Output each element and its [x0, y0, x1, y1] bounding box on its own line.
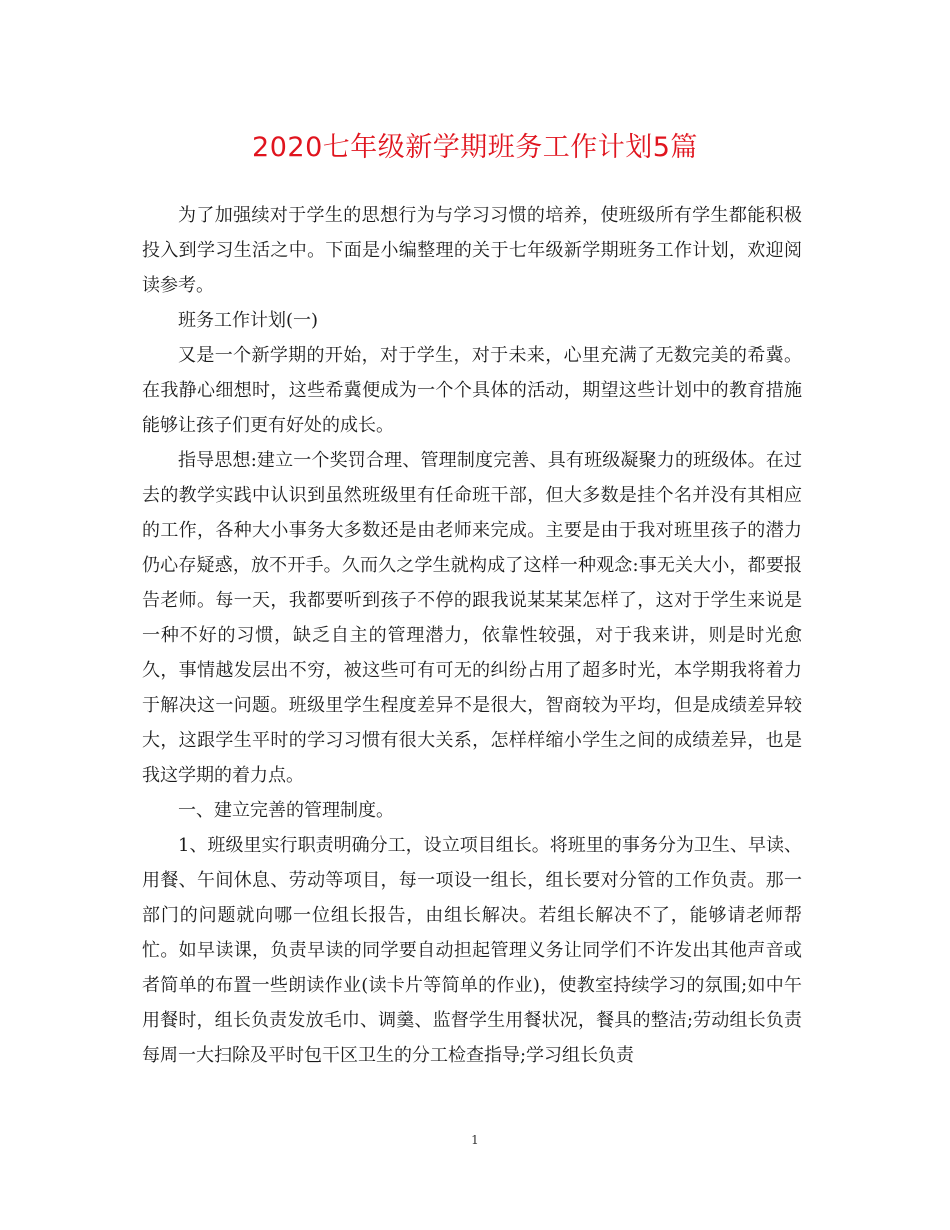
intro-paragraph: 为了加强续对于学生的思想行为与学习习惯的培养，使班级所有学生都能积极投入到学习生活之中。下面是小编整理的关于七年级新学期班务工作计划，欢迎阅读参考。 [142, 205, 802, 296]
body-paragraph: 指导思想:建立一个奖罚合理、管理制度完善、具有班级凝聚力的班级体。在过去的教学实践中认识到虽然班级里有任命班干部，但大多数是挂个名并没有其相应的工作，各种大小事务大多数还是由老师来完成。主要是由于我对班里孩子的潜力仍心存疑惑，放不开手。久而久之学生就构成了这样一种观念:事无关大小，都要报告老师。每一天，我都要听到孩子不停的跟我说某某某怎样了，这对于学生来说是一种不好的习惯，缺乏自主的管理潜力，依靠性较强，对于我来讲，则是时光愈久，事情越发层出不穷，被这些可有可无的纠纷占用了超多时光，本学期我将着力于解决这一问题。班级里学生程度差异不是很大，智商较为平均，但是成绩差异较大，这跟学生平时的学习习惯有很大关系，怎样样缩小学生之间的成绩差异，也是我这学期的着力点。 [142, 450, 802, 786]
document-title: 2020七年级新学期班务工作计划5篇 [252, 132, 698, 163]
section-heading-plan-1: 班务工作计划(一) [178, 310, 319, 331]
document-body [142, 198, 802, 1073]
page-number: 1 [471, 1133, 479, 1147]
section-heading-management: 一、建立完善的管理制度。 [178, 800, 394, 821]
body-paragraph: 又是一个新学期的开始，对于学生，对于未来，心里充满了无数完美的希冀。在我静心细想时，这些希冀便成为一个个具体的活动，期望这些计划中的教育措施能够让孩子们更有好处的成长。 [142, 345, 802, 436]
body-paragraph: 1、班级里实行职责明确分工，设立项目组长。将班里的事务分为卫生、早读、用餐、午间休息、劳动等项目，每一项设一组长，组长要对分管的工作负责。那一部门的问题就向哪一位组长报告，由组长解决。若组长解决不了，能够请老师帮忙。如早读课，负责早读的同学要自动担起管理义务让同学们不许发出其他声音或者简单的布置一些朗读作业(读卡片等简单的作业)，使教室持续学习的氛围;如中午用餐时，组长负责发放毛巾、调羹、监督学生用餐状况，餐具的整洁;劳动组长负责每周一大扫除及平时包干区卫生的分工检查指导;学习组长负责 [142, 835, 802, 1066]
